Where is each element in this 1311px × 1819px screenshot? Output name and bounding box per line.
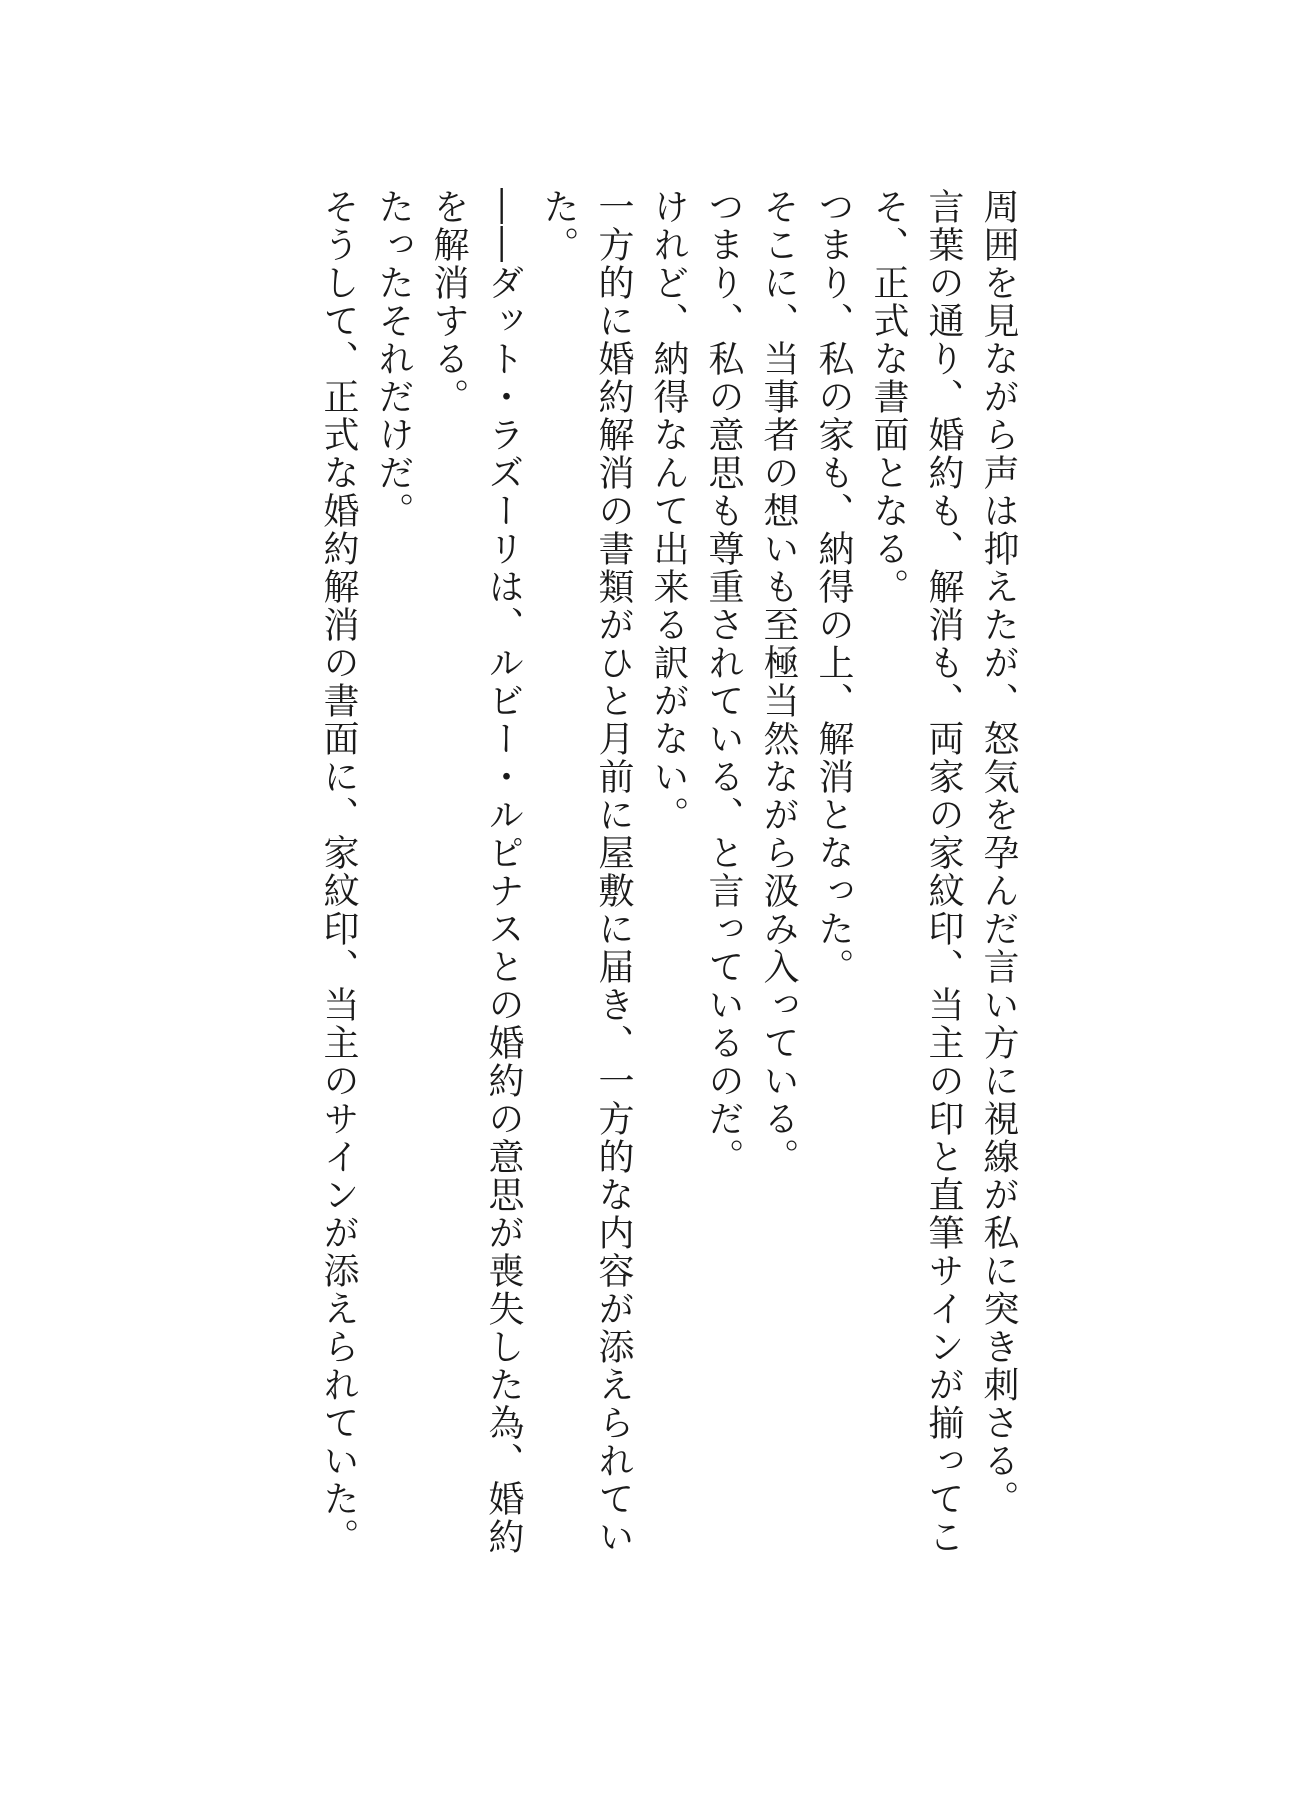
paragraph: そうして、正式な婚約解消の書面に、家紋印、当主のサインが添えられていた。: [318, 188, 359, 1556]
paragraph: 言葉の通り、婚約も、解消も、両家の家紋印、当主の印と直筆サインが揃ってこそ、正式な書面となる。: [868, 188, 964, 1556]
paragraph: ――ダット・ラズーリは、ルビー・ルピナスとの婚約の意思が喪失した為、婚約を解消する。: [428, 188, 524, 1556]
paragraph: たったそれだけだ。: [373, 188, 414, 530]
paragraph: 一方的に婚約解消の書類がひと月前に屋敷に届き、一方的な内容が添えられていた。: [538, 188, 634, 1556]
paragraph: 周囲を見ながら声は抑えたが、怒気を孕んだ言い方に視線が私に突き刺さる。: [978, 188, 1019, 1518]
paragraph: つまり、私の意思も尊重されている、と言っているのだ。: [703, 188, 744, 1176]
paragraph: つまり、私の家も、納得の上、解消となった。: [813, 188, 854, 986]
paragraph: そこに、当事者の想いも至極当然ながら汲み入っている。: [758, 188, 799, 1176]
vertical-text-block: [311, 188, 1026, 1568]
paragraph: けれど、納得なんて出来る訳がない。: [648, 188, 689, 834]
